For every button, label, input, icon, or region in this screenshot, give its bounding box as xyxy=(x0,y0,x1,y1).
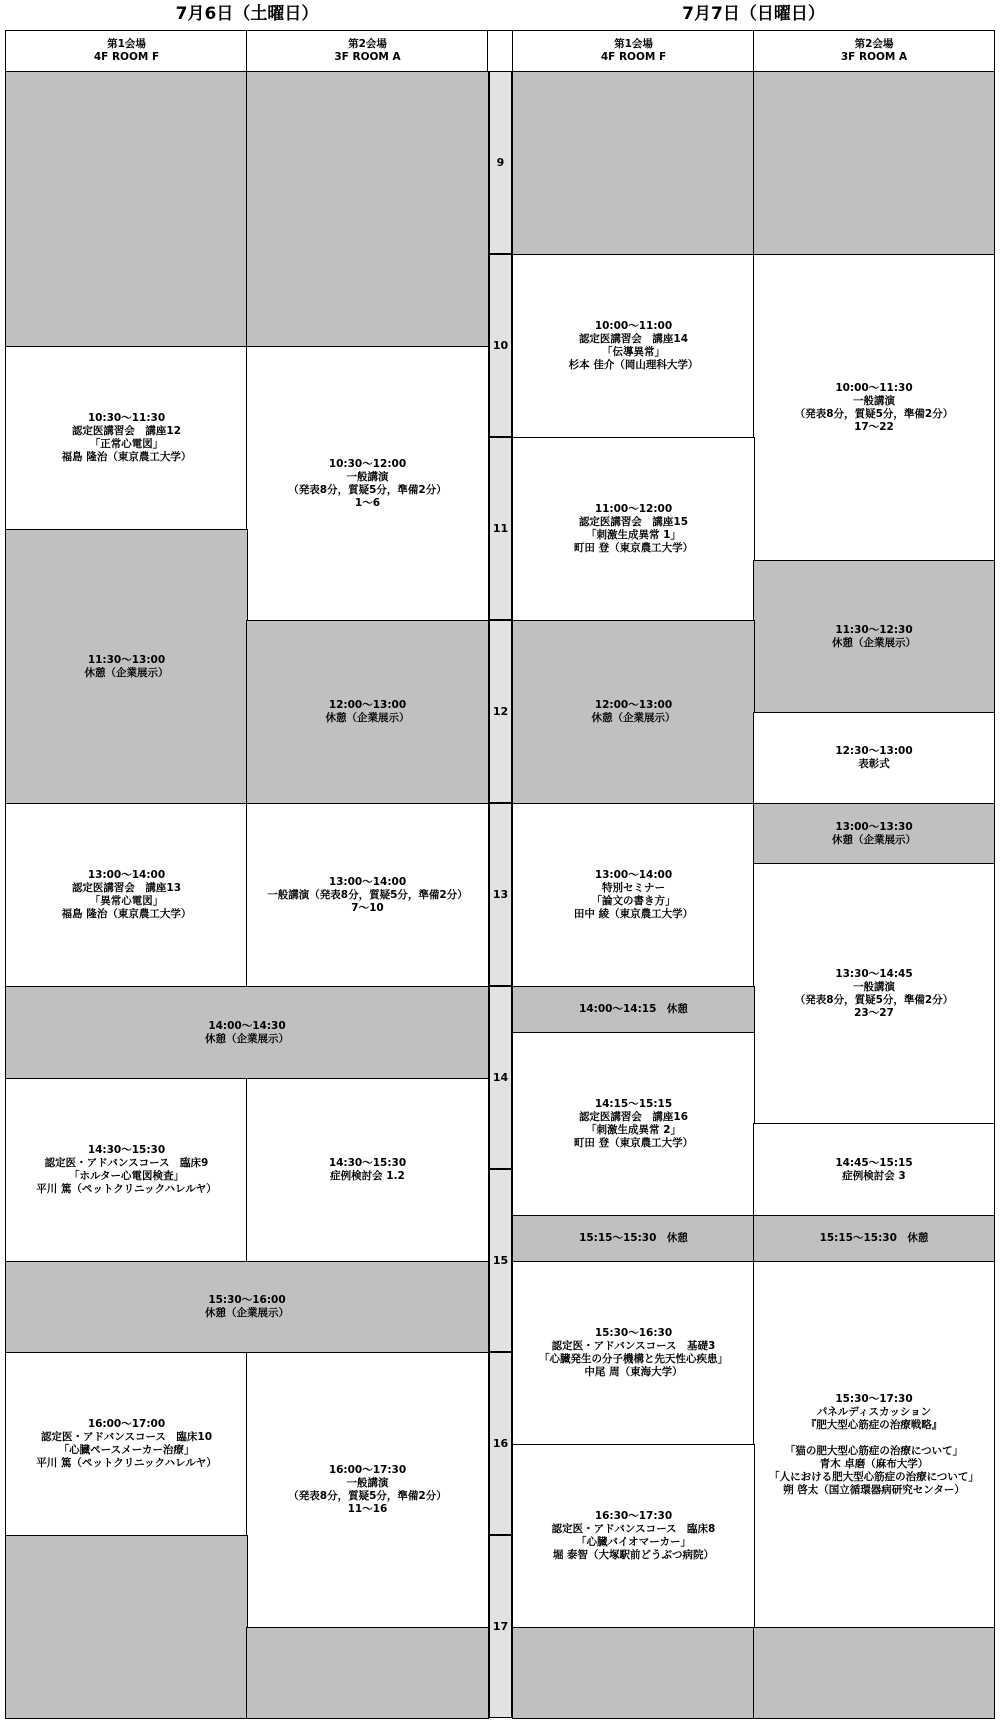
session-block: 14:00～14:15 休憩 xyxy=(512,986,755,1033)
day1-title: 7月6日（土曜日） xyxy=(175,4,319,24)
hour-label: 12 xyxy=(489,620,512,803)
empty-slot xyxy=(753,1627,995,1719)
empty-slot xyxy=(512,1627,755,1719)
session-block: 16:30～17:30 認定医・アドバンスコース 臨床8 「心臓バイオマーカー」 堀 泰智（大塚駅前どうぶつ病院） xyxy=(512,1444,755,1628)
hour-label: 13 xyxy=(489,803,512,986)
hall-name: 第1会場 xyxy=(614,38,653,50)
session-block: 13:00～14:00 特別セミナー 「論文の書き方」 田中 綾（東京農工大学） xyxy=(512,803,755,987)
session-block: 10:30～11:30 認定医講習会 講座12 「正常心電図」 福島 隆治（東京農工大学） xyxy=(5,346,248,530)
session-block: 13:00～14:00 認定医講習会 講座13 「異常心電図」 福島 隆治（東京農工大学） xyxy=(5,803,248,987)
session-block: 10:30～12:00 一般講演 （発表8分，質疑5分，準備2分） 1～6 xyxy=(246,346,489,621)
session-block: 15:15～15:30 休憩 xyxy=(512,1215,755,1262)
hour-label: 9 xyxy=(489,71,512,254)
session-block: 14:30～15:30 認定医・アドバンスコース 臨床9 「ホルター心電図検査」 平川 篤（ペットクリニックハレルヤ） xyxy=(5,1078,248,1262)
hour-label: 14 xyxy=(489,986,512,1169)
session-block: 12:30～13:00 表彰式 xyxy=(753,712,995,804)
hour-label: 11 xyxy=(489,437,512,620)
session-block: 10:00～11:30 一般講演 （発表8分，質疑5分，準備2分） 17～22 xyxy=(753,254,995,561)
session-block: 16:00～17:00 認定医・アドバンスコース 臨床10 「心臓ペースメーカー治療」 平川 篤（ペットクリニックハレルヤ） xyxy=(5,1352,248,1536)
day2-hall2-header xyxy=(753,30,995,72)
hall-room: 3F ROOM A xyxy=(840,51,908,63)
day1-hall2-header xyxy=(246,30,489,72)
session-block: 11:30～13:00 休憩（企業展示） xyxy=(5,529,248,804)
session-block: 11:30～12:30 休憩（企業展示） xyxy=(753,560,995,713)
empty-slot xyxy=(246,1627,489,1719)
session-block: 12:00～13:00 休憩（企業展示） xyxy=(246,620,489,804)
hour-label: 16 xyxy=(489,1352,512,1535)
hall-name: 第2会場 xyxy=(348,38,387,50)
hour-label: 15 xyxy=(489,1169,512,1352)
session-block: 16:00～17:30 一般講演 （発表8分，質疑5分，準備2分） 11～16 xyxy=(246,1352,489,1628)
empty-slot xyxy=(5,71,248,347)
session-block: 15:15～15:30 休憩 xyxy=(753,1215,995,1262)
hall-name: 第1会場 xyxy=(107,38,146,50)
time-column-header xyxy=(487,30,514,72)
hall-room: 3F ROOM A xyxy=(334,51,401,63)
session-block: 13:00～14:00 一般講演（発表8分，質疑5分，準備2分） 7～10 xyxy=(246,803,489,987)
empty-slot xyxy=(512,71,755,255)
session-block: 14:15～15:15 認定医講習会 講座16 「刺激生成異常 2」 町田 登（東京農工大学） xyxy=(512,1032,755,1216)
day2-hall1-header xyxy=(512,30,755,72)
hall-name: 第2会場 xyxy=(854,38,894,50)
empty-slot xyxy=(5,1535,248,1719)
hour-label: 10 xyxy=(489,254,512,437)
empty-slot xyxy=(246,71,489,347)
session-block: 10:00～11:00 認定医講習会 講座14 「伝導異常」 杉本 佳介（岡山理科大学） xyxy=(512,254,755,438)
session-block: 13:30～14:45 一般講演 （発表8分，質疑5分，準備2分） 23～27 xyxy=(753,863,995,1124)
hall-room: 4F ROOM F xyxy=(93,51,160,63)
empty-slot xyxy=(753,71,995,255)
day1-hall1-header xyxy=(5,30,248,72)
session-block: 14:00～14:30 休憩（企業展示） xyxy=(5,986,489,1079)
session-block: 13:00～13:30 休憩（企業展示） xyxy=(753,803,995,864)
hall-room: 4F ROOM F xyxy=(600,51,667,63)
session-block: 12:00～13:00 休憩（企業展示） xyxy=(512,620,755,804)
session-block: 11:00～12:00 認定医講習会 講座15 「刺激生成異常 1」 町田 登（東京農工大学） xyxy=(512,437,755,621)
hour-label: 17 xyxy=(489,1535,512,1718)
session-block: 14:30～15:30 症例検討会 1.2 xyxy=(246,1078,489,1262)
session-block: 15:30～16:30 認定医・アドバンスコース 基礎3 「心臓発生の分子機構と先天性心疾患」 中尾 周（東海大学） xyxy=(512,1261,755,1445)
session-block: 15:30～16:00 休憩（企業展示） xyxy=(5,1261,489,1353)
session-block: 15:30～17:30 パネルディスカッション 『肥大型心筋症の治療戦略』 「猫の肥大型心筋症の治療について」 青木 卓磨（麻布大学） 「人における肥大型心筋症の治療について」 朔 啓太（国立循環器病研究センター） xyxy=(753,1261,995,1628)
day2-title: 7月7日（日曜日） xyxy=(682,4,825,24)
session-block: 14:45～15:15 症例検討会 3 xyxy=(753,1123,995,1216)
